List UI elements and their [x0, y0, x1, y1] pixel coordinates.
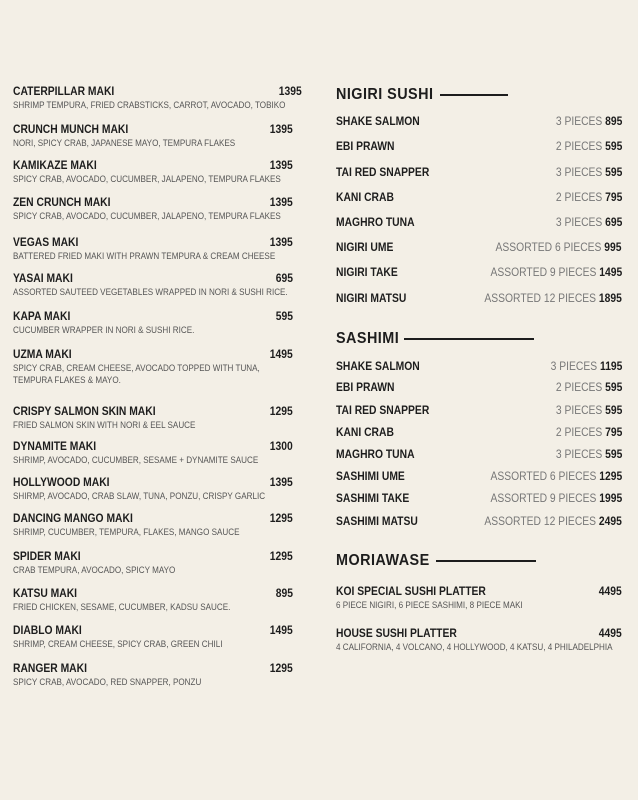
sashimi-row — [336, 446, 622, 462]
item-description: CUCUMBER WRAPPER IN NORI & SUSHI RICE. — [13, 325, 195, 335]
section-divider — [404, 338, 534, 340]
sashimi-row — [336, 379, 622, 395]
menu-item — [13, 511, 303, 549]
item-name: TAI RED SNAPPER — [336, 165, 430, 179]
sashimi-row — [336, 468, 622, 484]
item-price: 595 — [275, 309, 293, 323]
item-price: 595 — [604, 447, 622, 461]
menu-item — [13, 661, 303, 697]
nigiri-row — [336, 290, 622, 306]
item-name: EBI PRAWN — [336, 139, 395, 153]
item-pieces: ASSORTED 12 PIECES — [484, 291, 597, 305]
menu-item — [13, 586, 303, 623]
item-price: 595 — [604, 139, 622, 153]
item-price: 1495 — [270, 623, 293, 637]
item-pieces: ASSORTED 9 PIECES — [490, 265, 597, 279]
item-price: 1300 — [270, 439, 293, 453]
nigiri-row — [336, 264, 622, 280]
item-pieces: 3 PIECES — [555, 165, 602, 179]
item-price: 795 — [604, 425, 622, 439]
item-price: 695 — [275, 271, 293, 285]
item-description: SPICY CRAB, AVOCADO, CUCUMBER, JALAPENO, TEMPURA FLAKES — [13, 174, 281, 184]
sashimi-row — [336, 424, 622, 440]
item-pieces: ASSORTED 6 PIECES — [495, 240, 602, 254]
item-price: 1195 — [599, 359, 622, 373]
menu-item — [13, 309, 303, 347]
item-price: 1495 — [599, 265, 622, 279]
item-pieces: 3 PIECES — [555, 114, 602, 128]
item-name: SASHIMI MATSU — [336, 514, 418, 528]
item-price: 1295 — [270, 511, 293, 525]
item-price: 1295 — [270, 549, 293, 563]
item-price: 2495 — [599, 514, 622, 528]
menu-item — [13, 195, 303, 235]
nigiri-row — [336, 214, 622, 230]
platter-item — [336, 584, 622, 611]
menu-item — [13, 623, 303, 661]
item-pieces: ASSORTED 12 PIECES — [484, 514, 597, 528]
item-name: KANI CRAB — [336, 425, 394, 439]
item-price: 1495 — [270, 347, 293, 361]
item-price: 1395 — [279, 84, 302, 98]
item-pieces: 3 PIECES — [555, 215, 602, 229]
item-price: 4495 — [599, 626, 622, 640]
item-name: ZEN CRUNCH MAKI — [13, 195, 111, 209]
nigiri-row — [336, 189, 622, 205]
item-name: CRISPY SALMON SKIN MAKI — [13, 404, 156, 418]
item-name: EBI PRAWN — [336, 380, 395, 394]
item-price: 1395 — [270, 158, 293, 172]
item-name: UZMA MAKI — [13, 347, 72, 361]
item-description: FRIED SALMON SKIN WITH NORI & EEL SAUCE — [13, 420, 196, 430]
item-description: CRAB TEMPURA, AVOCADO, SPICY MAYO — [13, 565, 176, 575]
maki-column — [13, 84, 303, 697]
item-pieces: 2 PIECES — [555, 380, 602, 394]
section-header-sashimi — [336, 330, 626, 348]
section-header-nigiri — [336, 86, 626, 104]
platter-item — [336, 626, 622, 653]
item-description: SPICY CRAB, AVOCADO, RED SNAPPER, PONZU — [13, 677, 202, 687]
item-price: 1395 — [270, 475, 293, 489]
sashimi-row — [336, 513, 622, 529]
item-name: SASHIMI TAKE — [336, 491, 410, 505]
menu-item — [13, 347, 303, 404]
item-description: SHRIMP, CUCUMBER, TEMPURA, FLAKES, MANGO SAUCE — [13, 527, 240, 537]
item-pieces: 2 PIECES — [555, 190, 602, 204]
item-name: SPIDER MAKI — [13, 549, 81, 563]
item-description: BATTERED FRIED MAKI WITH PRAWN TEMPURA & CREAM CHEESE — [13, 251, 276, 261]
item-description: SHRIMP, CREAM CHEESE, SPICY CRAB, GREEN CHILI — [13, 639, 223, 649]
item-description: 6 PIECE NIGIRI, 6 PIECE SASHIMI, 8 PIECE MAKI — [336, 600, 523, 610]
item-name: KATSU MAKI — [13, 586, 78, 600]
item-name: CATERPILLAR MAKI — [13, 84, 115, 98]
item-price: 1395 — [270, 122, 293, 136]
item-name: HOUSE SUSHI PLATTER — [336, 626, 457, 640]
sashimi-row — [336, 358, 622, 374]
item-name: KANI CRAB — [336, 190, 394, 204]
item-price: 1395 — [270, 235, 293, 249]
menu-item — [13, 84, 303, 122]
section-header-moriawase — [336, 552, 626, 570]
item-pieces: 3 PIECES — [555, 447, 602, 461]
item-price: 895 — [275, 586, 293, 600]
item-price: 595 — [604, 403, 622, 417]
section-title: NIGIRI SUSHI — [336, 86, 434, 103]
item-name: HOLLYWOOD MAKI — [13, 475, 110, 489]
item-description: FRIED CHICKEN, SESAME, CUCUMBER, KADSU SAUCE. — [13, 602, 231, 612]
item-description: NORI, SPICY CRAB, JAPANESE MAYO, TEMPURA FLAKES — [13, 138, 236, 148]
item-pieces: 3 PIECES — [555, 403, 602, 417]
item-name: DYNAMITE MAKI — [13, 439, 97, 453]
item-name: YASAI MAKI — [13, 271, 73, 285]
item-name: KAMIKAZE MAKI — [13, 158, 97, 172]
item-price: 1895 — [599, 291, 622, 305]
menu-item — [13, 549, 303, 586]
menu-item — [13, 158, 303, 195]
item-name: SASHIMI UME — [336, 469, 405, 483]
sashimi-row — [336, 402, 622, 418]
item-pieces: 3 PIECES — [550, 359, 597, 373]
menu-item — [13, 404, 303, 439]
menu-item — [13, 122, 303, 158]
item-description: SPICY CRAB, AVOCADO, CUCUMBER, JALAPENO, TEMPURA FLAKES — [13, 211, 281, 221]
item-description-line-2: TEMPURA FLAKES & MAYO. — [13, 375, 121, 385]
item-name: SHAKE SALMON — [336, 359, 420, 373]
item-description: SPICY CRAB, CREAM CHEESE, AVOCADO TOPPED WITH TUNA, — [13, 363, 260, 373]
item-description: 4 CALIFORNIA, 4 VOLCANO, 4 HOLLYWOOD, 4 KATSU, 4 PHILADELPHIA — [336, 642, 613, 652]
item-price: 595 — [604, 165, 622, 179]
item-price: 1995 — [599, 491, 622, 505]
item-price: 1295 — [270, 404, 293, 418]
item-name: DANCING MANGO MAKI — [13, 511, 133, 525]
item-price: 4495 — [599, 584, 622, 598]
item-description: SHRIMP TEMPURA, FRIED CRABSTICKS, CARROT, AVOCADO, TOBIKO — [13, 100, 286, 110]
item-name: NIGIRI UME — [336, 240, 394, 254]
item-name: RANGER MAKI — [13, 661, 87, 675]
item-pieces: ASSORTED 9 PIECES — [490, 491, 597, 505]
item-price: 595 — [604, 380, 622, 394]
item-price: 1295 — [270, 661, 293, 675]
item-name: MAGHRO TUNA — [336, 447, 415, 461]
item-price: 795 — [604, 190, 622, 204]
item-name: TAI RED SNAPPER — [336, 403, 430, 417]
item-name: SHAKE SALMON — [336, 114, 420, 128]
item-pieces: 2 PIECES — [555, 139, 602, 153]
section-title: SASHIMI — [336, 330, 400, 347]
menu-item — [13, 271, 303, 309]
section-divider — [436, 560, 536, 562]
item-name: NIGIRI TAKE — [336, 265, 398, 279]
item-price: 895 — [604, 114, 622, 128]
item-description: ASSORTED SAUTEED VEGETABLES WRAPPED IN NORI & SUSHI RICE. — [13, 287, 288, 297]
item-price: 1395 — [270, 195, 293, 209]
menu-item — [13, 475, 303, 511]
sashimi-row — [336, 490, 622, 506]
item-name: NIGIRI MATSU — [336, 291, 407, 305]
nigiri-row — [336, 164, 622, 180]
item-name: MAGHRO TUNA — [336, 215, 415, 229]
section-title: MORIAWASE — [336, 552, 430, 569]
item-price: 1295 — [599, 469, 622, 483]
item-name: KAPA MAKI — [13, 309, 71, 323]
nigiri-row — [336, 138, 622, 154]
item-name: VEGAS MAKI — [13, 235, 79, 249]
menu-item — [13, 439, 303, 475]
item-description: SHRIMP, AVOCADO, CUCUMBER, SESAME + DYNAMITE SAUCE — [13, 455, 259, 465]
item-pieces: ASSORTED 6 PIECES — [490, 469, 597, 483]
item-description: SHIRMP, AVOCADO, CRAB SLAW, TUNA, PONZU, CRISPY GARLIC — [13, 491, 266, 501]
item-price: 995 — [604, 240, 622, 254]
menu-item — [13, 235, 303, 271]
nigiri-row — [336, 113, 622, 129]
item-name: CRUNCH MUNCH MAKI — [13, 122, 129, 136]
section-divider — [440, 94, 508, 96]
nigiri-row — [336, 239, 622, 255]
item-name: DIABLO MAKI — [13, 623, 82, 637]
item-name: KOI SPECIAL SUSHI PLATTER — [336, 584, 486, 598]
item-pieces: 2 PIECES — [555, 425, 602, 439]
item-price: 695 — [604, 215, 622, 229]
